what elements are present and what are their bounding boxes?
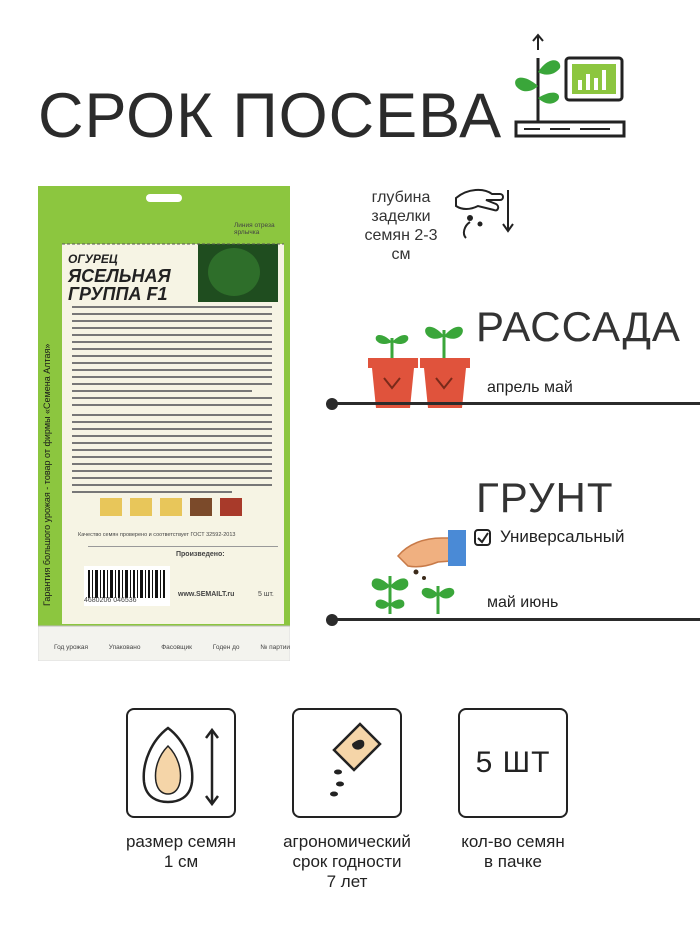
packet-barcode: 4680206 046536 (84, 597, 137, 604)
packet-site: www.SEMAILT.ru (178, 591, 235, 598)
packet-bottom-label: Фасовщик (161, 644, 193, 651)
seedling-timeline-line (332, 402, 700, 405)
feature-caption-seed-size: размер семян 1 см (125, 832, 237, 871)
seedling-pots-icon (364, 318, 472, 410)
ground-timeline-line (332, 618, 700, 621)
checkbox-icon (473, 528, 493, 548)
seed-packet-image (38, 186, 290, 661)
packet-side-text: Гарантия большого урожая - товар от фирмы «Семена Алтая» (42, 343, 52, 606)
packet-bottom-label: № партии (260, 644, 290, 651)
seed-packet-icon (294, 710, 400, 816)
packet-producer: Произведено: (176, 551, 225, 558)
feature-box-seed-size (126, 708, 236, 818)
seedling-title: РАССАДА (476, 303, 681, 350)
packet-bottom-label: Упаковано (108, 644, 141, 651)
packet-variety-1: ЯСЕЛЬНАЯ (68, 266, 171, 286)
seed-count-value: 5 ШТ (475, 746, 551, 779)
ground-title: ГРУНТ (476, 474, 614, 521)
packet-count: 5 шт. (258, 591, 274, 598)
soil-label: Универсальный (500, 527, 625, 546)
packet-bottom-labels (54, 644, 290, 651)
page-title: СРОК ПОСЕВА (38, 81, 503, 151)
packet-bottom-label: Годен до (212, 644, 240, 651)
hand-seeds-icon (448, 180, 518, 242)
ground-months: май июнь (487, 594, 559, 611)
packet-variety-2: ГРУППА F1 (68, 284, 168, 304)
seedling-months: апрель май (487, 379, 573, 396)
packet-bottom-label: Год урожая (54, 644, 88, 651)
depth-label: глубина заделки семян 2-3 см (364, 189, 438, 263)
feature-box-count (458, 708, 568, 818)
feature-box-shelf-life (292, 708, 402, 818)
packet-crop: ОГУРЕЦ (68, 252, 118, 266)
plant-growth-icon (510, 32, 632, 142)
feature-caption-count: кол-во семян в пачке (461, 832, 565, 871)
seed-size-icon (128, 710, 234, 816)
feature-caption-shelf-life: агрономический срок годности 7 лет (283, 832, 411, 891)
hand-planting-icon (368, 520, 468, 620)
packet-cut-line: Линия отреза ярлычка (234, 222, 275, 236)
packet-quality: Качество семян проверено и соответствует ГОСТ 32592-2013 (78, 532, 236, 538)
